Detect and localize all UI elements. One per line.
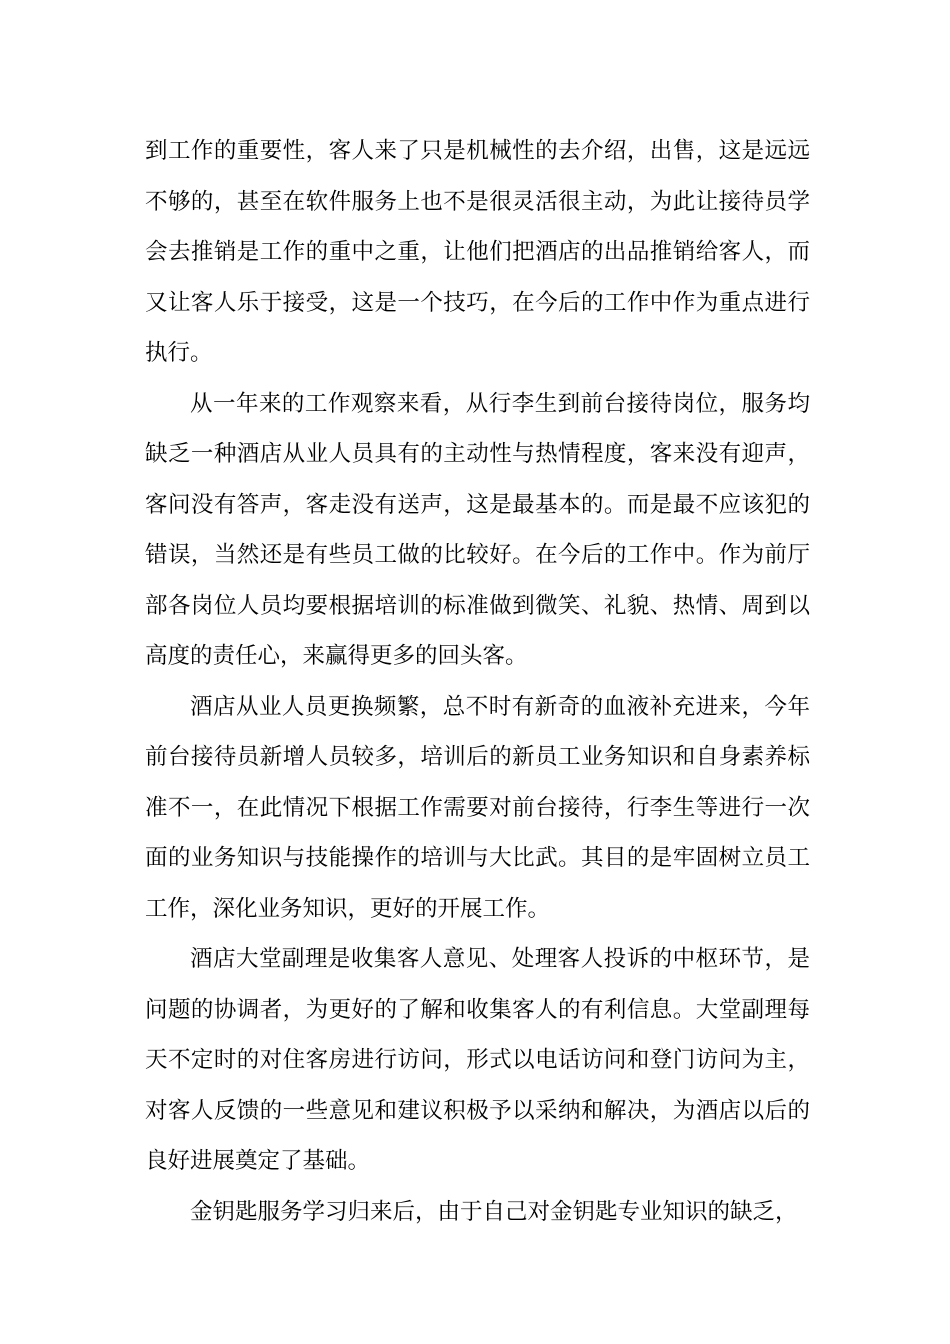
- text-line: 执行。: [145, 340, 213, 366]
- text-line: 从一年来的工作观察来看，从行李生到前台接待岗位，服务均: [190, 390, 810, 417]
- text-line: 对客人反馈的一些意见和建议积极予以采纳和解决，为酒店以后的: [145, 1097, 810, 1124]
- text-line: 天不定时的对住客房进行访问，形式以电话访问和登门访问为主，: [145, 1047, 810, 1073]
- text-line: 到工作的重要性，客人来了只是机械性的去介绍，出售，这是远远: [145, 138, 810, 164]
- text-line: 酒店从业人员更换频繁，总不时有新奇的血液补充进来，今年: [190, 693, 810, 720]
- text-line: 又让客人乐于接受，这是一个技巧，在今后的工作中作为重点进行: [145, 289, 810, 316]
- text-line: 高度的责任心，来赢得更多的回头客。: [145, 643, 528, 669]
- text-line: 酒店大堂副理是收集客人意见、处理客人投诉的中枢环节，是: [190, 946, 810, 972]
- text-line: 客问没有答声，客走没有送声，这是最基本的。而是最不应该犯的: [145, 491, 810, 518]
- text-line: 金钥匙服务学习归来后，由于自己对金钥匙专业知识的缺乏，: [190, 1198, 798, 1225]
- text-line: 缺乏一种酒店从业人员具有的主动性与热情程度，客来没有迎声，: [145, 441, 810, 467]
- paragraph: [145, 682, 810, 935]
- text-line: 工作，深化业务知识，更好的开展工作。: [145, 895, 551, 922]
- text-line: 问题的协调者，为更好的了解和收集客人的有利信息。大堂副理每: [145, 996, 810, 1023]
- paragraph: [145, 934, 810, 1187]
- document-body: [145, 126, 810, 1237]
- text-line: 面的业务知识与技能操作的培训与大比武。其目的是牢固树立员工: [145, 845, 810, 871]
- paragraph: [145, 126, 810, 379]
- text-line: 错误，当然还是有些员工做的比较好。在今后的工作中。作为前厅: [145, 542, 810, 568]
- text-line: 准不一，在此情况下根据工作需要对前台接待，行李生等进行一次: [145, 794, 810, 821]
- paragraph: [145, 379, 810, 682]
- text-line: 良好进展奠定了基础。: [145, 1148, 371, 1174]
- text-line: 部各岗位人员均要根据培训的标准做到微笑、礼貌、热情、周到以: [145, 592, 810, 619]
- text-line: 前台接待员新增人员较多，培训后的新员工业务知识和自身素养标: [145, 744, 810, 770]
- text-line: 会去推销是工作的重中之重，让他们把酒店的出品推销给客人，而: [145, 239, 810, 265]
- paragraph: [145, 1187, 810, 1238]
- text-line: 不够的，甚至在软件服务上也不是很灵活很主动，为此让接待员学: [145, 188, 810, 215]
